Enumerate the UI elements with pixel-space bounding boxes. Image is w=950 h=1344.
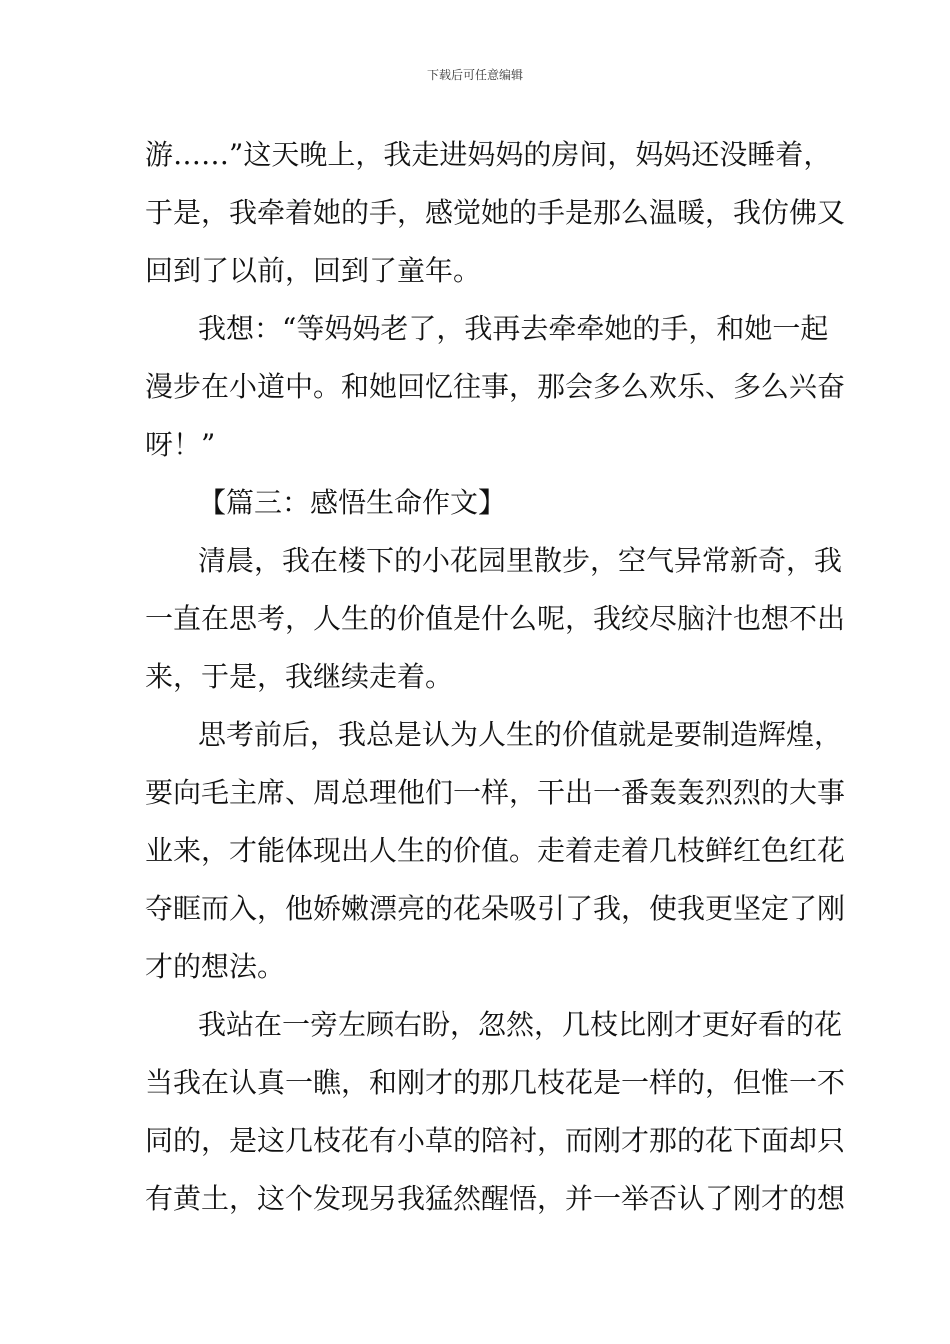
text-line: 当我在认真一瞧，和刚才的那几枝花是一样的，但惟一不 <box>145 1066 846 1099</box>
text-line: 要向毛主席、周总理他们一样，干出一番轰轰烈烈的大事 <box>145 776 846 809</box>
text-line: 同的，是这几枝花有小草的陪衬，而刚才那的花下面却只 <box>145 1124 846 1157</box>
text-line: 于是，我牵着她的手，感觉她的手是那么温暖，我仿佛又 <box>145 196 846 229</box>
text-line: 我站在一旁左顾右盼，忽然，几枝比刚才更好看的花 <box>198 1008 843 1041</box>
text-line: 游……”这天晚上，我走进妈妈的房间，妈妈还没睡着， <box>145 138 832 171</box>
text-line: 呀！” <box>145 428 216 461</box>
text-line: 业来，才能体现出人生的价值。走着走着几枝鲜红色红花 <box>145 834 846 867</box>
page-header: 下载后可任意编辑 <box>426 68 523 82</box>
text-line: 来，于是，我继续走着。 <box>145 660 454 693</box>
text-line: 夺眶而入，他娇嫩漂亮的花朵吸引了我，使我更坚定了刚 <box>145 892 846 925</box>
text-line: 回到了以前，回到了童年。 <box>145 254 482 287</box>
document-body <box>145 126 846 1228</box>
text-line: 我想：“等妈妈老了，我再去牵牵她的手，和她一起 <box>198 312 829 345</box>
text-line: 清晨，我在楼下的小花园里散步，空气异常新奇，我 <box>198 544 843 577</box>
text-line: 思考前后，我总是认为人生的价值就是要制造辉煌， <box>198 718 843 751</box>
text-line: 才的想法。 <box>145 950 286 983</box>
text-line: 漫步在小道中。和她回忆往事，那会多么欢乐、多么兴奋 <box>145 370 846 403</box>
text-line: 【篇三：感悟生命作文】 <box>198 486 507 519</box>
text-line: 有黄土，这个发现另我猛然醒悟，并一举否认了刚才的想 <box>145 1182 846 1215</box>
text-line: 一直在思考，人生的价值是什么呢，我绞尽脑汁也想不出 <box>145 602 846 635</box>
